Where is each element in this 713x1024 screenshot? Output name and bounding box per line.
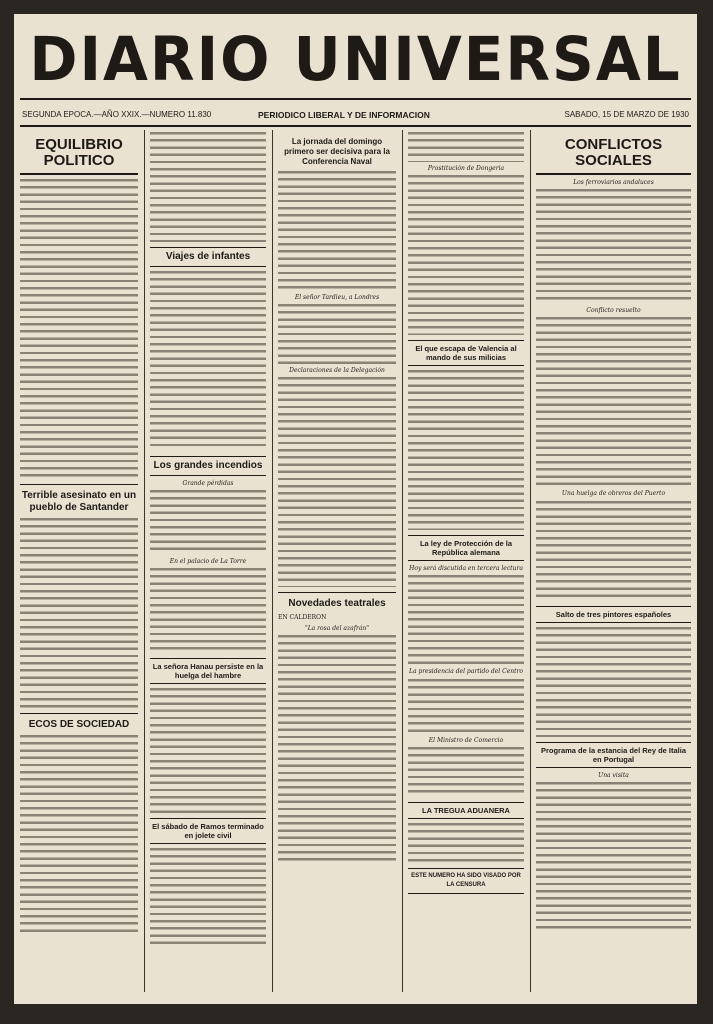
headline-conflictos-sociales: CONFLICTOS SOCIALES (536, 137, 691, 175)
headline-terrible-asesinato: Terrible asesinato en un pueblo de Santander (21, 490, 137, 513)
newspaper-page (14, 14, 697, 1004)
article-body (278, 304, 396, 364)
column-rule (530, 130, 531, 992)
subhead-ministro-comercio: El Ministro de Comercio (428, 736, 504, 744)
article-body (536, 782, 691, 932)
masthead-title: DIARIO UNIVERSAL (29, 23, 682, 95)
subhead-tardieu-londres: El señor Tardieu, a Londres (294, 294, 380, 301)
subhead-rosa-del-azafran: "La rosa del azafrán" (304, 624, 370, 632)
article-body (536, 317, 691, 487)
headline-ecos-de-sociedad: ECOS DE SOCIEDAD (28, 719, 130, 730)
dateline-edition: SEGUNDA EPOCA.—AÑO XXIX.—NUMERO 11.830 (22, 110, 212, 119)
masthead-rule (20, 98, 691, 100)
column-2 (150, 132, 266, 992)
subhead-grande-perdidas: Grande pérdidas (182, 480, 234, 487)
article-body (408, 679, 524, 734)
headline-rey-italia-portugal: Programa de la estancia del Rey de Italia en Portugal (536, 742, 691, 768)
article-body (278, 171, 396, 291)
subhead-prostitucion-dongeria: Prostitución de Dongeria (427, 165, 505, 172)
dateline-rule (20, 125, 691, 127)
article-body (536, 501, 691, 601)
article-body (408, 823, 524, 863)
article-body (20, 179, 138, 479)
headline-equilibrio-politico: EQUILIBRIO POLITICO (20, 137, 138, 175)
divider (20, 713, 138, 714)
article-body (150, 688, 266, 813)
headline-senora-hanau: La señora Hanau persiste en la huelga del hambre (150, 658, 266, 684)
column-5 (536, 132, 691, 992)
article-body (536, 627, 691, 737)
article-body (150, 490, 266, 555)
column-1 (20, 132, 138, 992)
article-body (536, 189, 691, 304)
headline-conferencia-naval: La jornada del domingo primero ser decisiva para la Conferencia Naval (284, 137, 390, 166)
subhead-huelga-puerto: Una huelga de obreros del Puerto (561, 490, 666, 498)
subhead-tercera-lectura: Hoy será discutida en tercera lectura (409, 565, 523, 573)
article-body (20, 735, 138, 935)
headline-sabado-de-ramos: El sábado de Ramos terminado en jolete civil (150, 818, 266, 844)
subhead-palacio-la-torre: En el palacio de La Torre (169, 558, 247, 566)
headline-los-grandes-incendios: Los grandes incendios (150, 456, 266, 476)
article-body (408, 575, 524, 665)
dateline-motto: PERIODICO LIBERAL Y DE INFORMACION (258, 110, 430, 120)
subhead-presidencia-centro: La presidencia del partido del Centro (408, 668, 524, 676)
divider (20, 484, 138, 485)
headline-viajes-de-infantes: Viajes de infantes (150, 247, 266, 267)
subhead-una-visita: Una visita (598, 771, 629, 779)
article-body (408, 175, 524, 335)
subhead-conflicto-resuelto: Conflicto resuelto (586, 307, 641, 315)
column-4 (408, 132, 524, 992)
column-3 (278, 132, 396, 992)
column-rule (144, 130, 145, 992)
headline-tregua-aduanera: LA TREGUA ADUANERA (408, 802, 524, 819)
headline-tres-pintores: Salto de tres pintores españoles (536, 606, 691, 623)
article-body (150, 568, 266, 653)
subhead-ferroviarios-andaluces: Los ferroviarios andaluces (573, 179, 654, 186)
dateline-date: SABADO, 15 DE MARZO DE 1930 (564, 110, 689, 119)
divider (278, 592, 396, 593)
subhead-declaraciones-delegacion: Declaraciones de la Delegación (289, 367, 385, 375)
article-body (278, 635, 396, 865)
dateline (20, 108, 691, 122)
censorship-notice: ESTE NUMERO HA SIDO VISADO POR LA CENSURA (408, 868, 524, 894)
headline-ley-proteccion-republica: La ley de Protección de la República alemana (408, 535, 524, 561)
article-body (408, 370, 524, 530)
headline-escapa-de-valencia: El que escapa de Valencia al mando de sus milicias (408, 340, 524, 366)
article-body (278, 377, 396, 587)
article-body (408, 747, 524, 797)
column-rule (402, 130, 403, 992)
article-body (408, 132, 524, 162)
article-body (150, 848, 266, 948)
article-body (20, 518, 138, 708)
subhead-en-calderon: EN CALDERON (278, 614, 327, 622)
article-body (150, 132, 266, 242)
headline-novedades-teatrales: Novedades teatrales (288, 598, 386, 610)
article-body (150, 271, 266, 451)
column-rule (272, 130, 273, 992)
